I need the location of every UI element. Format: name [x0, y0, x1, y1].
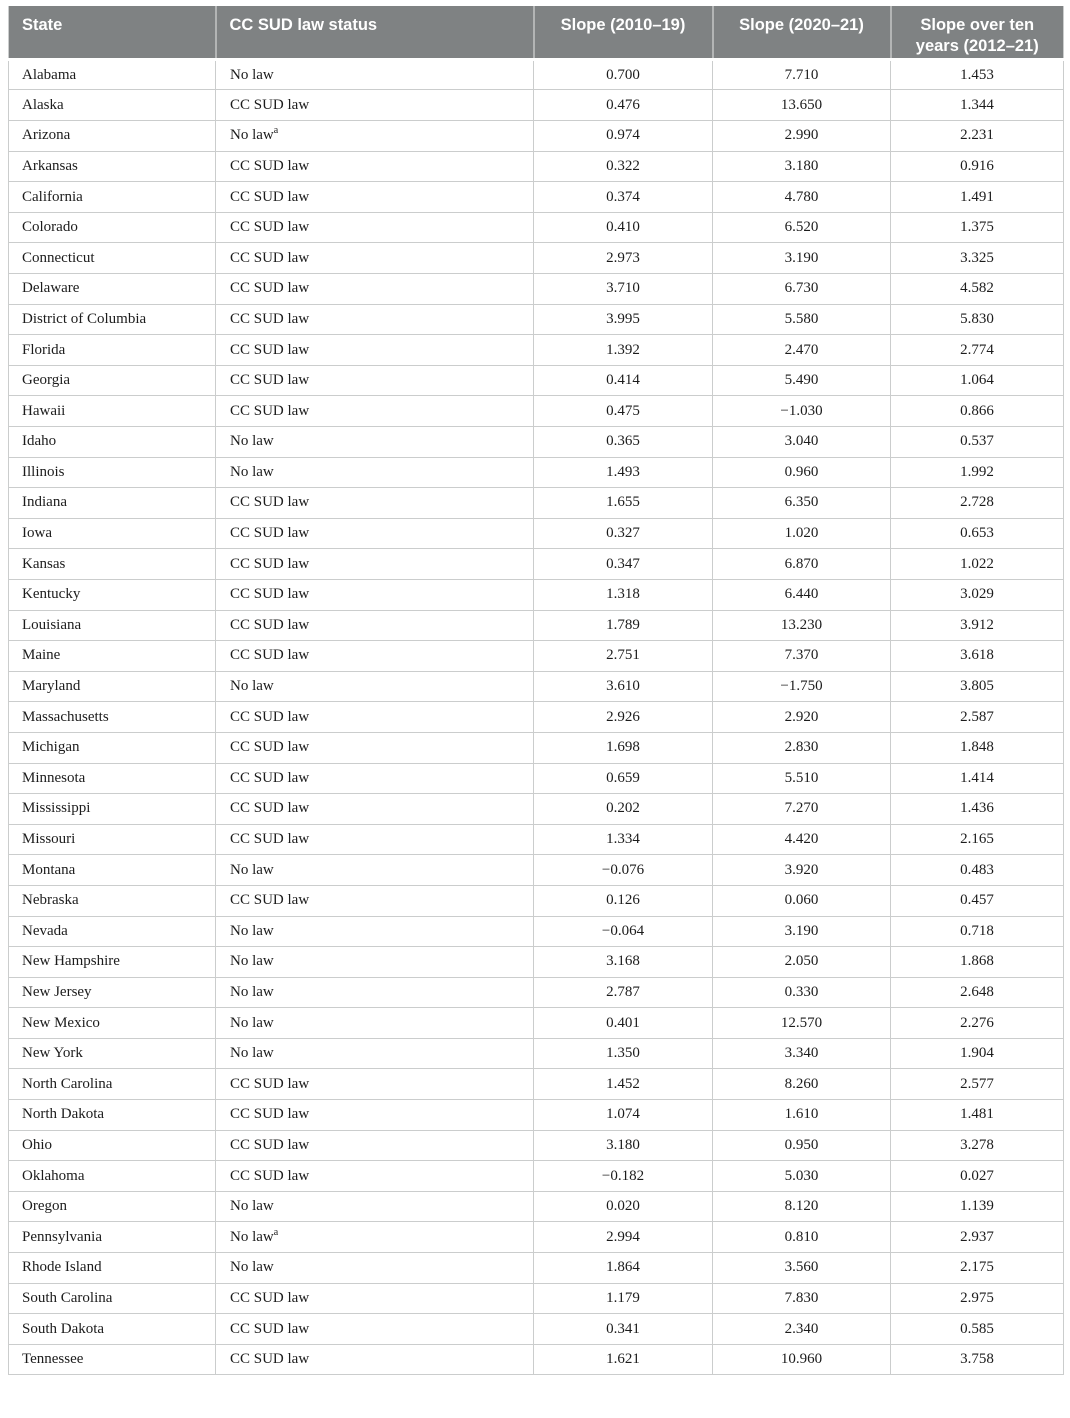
state-cell: Minnesota — [9, 763, 216, 794]
law-status-cell: CC SUD law — [216, 1283, 534, 1314]
state-cell: North Carolina — [9, 1069, 216, 1100]
state-cell: Mississippi — [9, 794, 216, 825]
law-status-cell: CC SUD law — [216, 732, 534, 763]
law-status-cell: CC SUD law — [216, 488, 534, 519]
law-status-cell: No law — [216, 1008, 534, 1039]
slope-2010-19-cell: 0.365 — [534, 427, 713, 458]
state-cell: Arkansas — [9, 151, 216, 182]
law-status-cell: No law — [216, 427, 534, 458]
slope-ten-years-cell: 3.325 — [891, 243, 1064, 274]
law-status-cell: No law — [216, 59, 534, 90]
slope-ten-years-cell: 1.022 — [891, 549, 1064, 580]
slope-ten-years-cell: 2.774 — [891, 335, 1064, 366]
table-row — [9, 1283, 1064, 1314]
slope-2020-21-cell: 2.990 — [713, 121, 891, 152]
slope-2020-21-cell: 7.830 — [713, 1283, 891, 1314]
table-row — [9, 671, 1064, 702]
slope-2010-19-cell: −0.076 — [534, 855, 713, 886]
slope-2010-19-cell: 3.610 — [534, 671, 713, 702]
slope-2020-21-cell: 8.260 — [713, 1069, 891, 1100]
slope-2020-21-cell: 6.730 — [713, 274, 891, 305]
table-row — [9, 1069, 1064, 1100]
slope-ten-years-cell: 5.830 — [891, 304, 1064, 335]
slope-ten-years-cell: 2.231 — [891, 121, 1064, 152]
slope-ten-years-cell: 1.453 — [891, 59, 1064, 90]
slope-ten-years-cell: 3.278 — [891, 1130, 1064, 1161]
column-header-slope-ten-years: Slope over ten years (2012–21) — [891, 6, 1064, 59]
slope-2020-21-cell: 3.180 — [713, 151, 891, 182]
column-header-slope-2020-21: Slope (2020–21) — [713, 6, 891, 59]
law-status-cell: CC SUD law — [216, 1161, 534, 1192]
footnote-marker: a — [273, 125, 279, 137]
table-row — [9, 243, 1064, 274]
slope-ten-years-cell: 3.758 — [891, 1344, 1064, 1375]
slope-ten-years-cell: 1.139 — [891, 1191, 1064, 1222]
slope-2020-21-cell: −1.750 — [713, 671, 891, 702]
slope-2010-19-cell: 0.327 — [534, 518, 713, 549]
slope-2010-19-cell: 0.410 — [534, 212, 713, 243]
slope-2020-21-cell: 1.020 — [713, 518, 891, 549]
state-cell: New York — [9, 1038, 216, 1069]
law-status-cell: No law — [216, 671, 534, 702]
state-cell: Oklahoma — [9, 1161, 216, 1192]
law-status-cell: CC SUD law — [216, 212, 534, 243]
header-row — [9, 6, 1064, 59]
slope-2010-19-cell: 3.710 — [534, 274, 713, 305]
state-cell: Maine — [9, 641, 216, 672]
slope-2020-21-cell: 6.350 — [713, 488, 891, 519]
law-status-cell: CC SUD law — [216, 518, 534, 549]
state-cell: District of Columbia — [9, 304, 216, 335]
slope-2010-19-cell: 0.414 — [534, 365, 713, 396]
slope-2020-21-cell: 7.710 — [713, 59, 891, 90]
state-cell: Ohio — [9, 1130, 216, 1161]
slope-ten-years-cell: 2.175 — [891, 1253, 1064, 1284]
table-row — [9, 1008, 1064, 1039]
state-cell: Illinois — [9, 457, 216, 488]
state-cell: South Carolina — [9, 1283, 216, 1314]
slope-ten-years-cell: 0.718 — [891, 916, 1064, 947]
law-status-cell: CC SUD law — [216, 549, 534, 580]
law-status-cell: CC SUD law — [216, 396, 534, 427]
state-cell: Kentucky — [9, 579, 216, 610]
slope-2020-21-cell: 3.190 — [713, 243, 891, 274]
slope-2010-19-cell: 3.180 — [534, 1130, 713, 1161]
slope-2010-19-cell: 1.334 — [534, 824, 713, 855]
slope-ten-years-cell: 1.904 — [891, 1038, 1064, 1069]
table-row — [9, 732, 1064, 763]
slope-ten-years-cell: 0.653 — [891, 518, 1064, 549]
slope-2020-21-cell: 2.340 — [713, 1314, 891, 1345]
slope-ten-years-cell: 1.481 — [891, 1100, 1064, 1131]
table-row — [9, 885, 1064, 916]
state-cell: Pennsylvania — [9, 1222, 216, 1253]
slope-ten-years-cell: 2.577 — [891, 1069, 1064, 1100]
slope-ten-years-cell: 2.937 — [891, 1222, 1064, 1253]
table-row — [9, 518, 1064, 549]
slope-2010-19-cell: 0.476 — [534, 90, 713, 121]
law-status-cell: CC SUD law — [216, 1344, 534, 1375]
slope-2020-21-cell: 2.470 — [713, 335, 891, 366]
table-row — [9, 457, 1064, 488]
law-status-cell: CC SUD law — [216, 794, 534, 825]
law-status-cell: CC SUD law — [216, 90, 534, 121]
state-cell: Indiana — [9, 488, 216, 519]
table-row — [9, 702, 1064, 733]
slope-2020-21-cell: 7.270 — [713, 794, 891, 825]
table-row — [9, 212, 1064, 243]
state-cell: Georgia — [9, 365, 216, 396]
slope-2020-21-cell: 0.810 — [713, 1222, 891, 1253]
slope-2010-19-cell: 0.322 — [534, 151, 713, 182]
slope-2020-21-cell: 3.340 — [713, 1038, 891, 1069]
law-status-cell: No law — [216, 1253, 534, 1284]
slope-ten-years-cell: 1.344 — [891, 90, 1064, 121]
slope-2010-19-cell: −0.064 — [534, 916, 713, 947]
state-cell: Missouri — [9, 824, 216, 855]
law-status-cell: CC SUD law — [216, 702, 534, 733]
law-status-cell: No law — [216, 855, 534, 886]
law-status-cell: CC SUD law — [216, 1130, 534, 1161]
table-row — [9, 365, 1064, 396]
law-status-cell: No law — [216, 1191, 534, 1222]
state-cell: Kansas — [9, 549, 216, 580]
law-status-cell: CC SUD law — [216, 274, 534, 305]
table-row — [9, 304, 1064, 335]
state-cell: Colorado — [9, 212, 216, 243]
slope-2020-21-cell: 3.560 — [713, 1253, 891, 1284]
table-row — [9, 1222, 1064, 1253]
law-status-cell: CC SUD law — [216, 304, 534, 335]
slope-2010-19-cell: 1.621 — [534, 1344, 713, 1375]
slope-ten-years-cell: 1.848 — [891, 732, 1064, 763]
law-status-cell: CC SUD law — [216, 151, 534, 182]
law-status-cell: CC SUD law — [216, 243, 534, 274]
slope-ten-years-cell: 2.975 — [891, 1283, 1064, 1314]
table-row — [9, 977, 1064, 1008]
slope-2010-19-cell: 0.374 — [534, 182, 713, 213]
slope-2020-21-cell: 2.050 — [713, 947, 891, 978]
law-status-cell: No law$^a$ — [216, 1222, 534, 1253]
slope-2020-21-cell: 6.870 — [713, 549, 891, 580]
state-cell: Montana — [9, 855, 216, 886]
slope-2020-21-cell: 0.330 — [713, 977, 891, 1008]
state-cell: Maryland — [9, 671, 216, 702]
slope-2010-19-cell: 1.452 — [534, 1069, 713, 1100]
law-status-cell: CC SUD law — [216, 824, 534, 855]
slope-ten-years-cell: 2.587 — [891, 702, 1064, 733]
slope-ten-years-cell: 2.165 — [891, 824, 1064, 855]
table-row — [9, 335, 1064, 366]
law-status-cell: CC SUD law — [216, 641, 534, 672]
slope-2010-19-cell: 0.347 — [534, 549, 713, 580]
slope-2020-21-cell: 4.780 — [713, 182, 891, 213]
slope-2020-21-cell: 1.610 — [713, 1100, 891, 1131]
law-status-cell: No law$^a$ — [216, 121, 534, 152]
column-header-slope-2010-19: Slope (2010–19) — [534, 6, 713, 59]
slope-2010-19-cell: 1.655 — [534, 488, 713, 519]
slope-2020-21-cell: 0.950 — [713, 1130, 891, 1161]
slope-2020-21-cell: 3.190 — [713, 916, 891, 947]
slope-2020-21-cell: 8.120 — [713, 1191, 891, 1222]
state-cell: Nevada — [9, 916, 216, 947]
slope-2010-19-cell: 1.864 — [534, 1253, 713, 1284]
law-status-cell: CC SUD law — [216, 1314, 534, 1345]
slope-ten-years-cell: 1.375 — [891, 212, 1064, 243]
state-cell: South Dakota — [9, 1314, 216, 1345]
table-row — [9, 396, 1064, 427]
slope-2010-19-cell: 2.751 — [534, 641, 713, 672]
table-row — [9, 641, 1064, 672]
table-row — [9, 90, 1064, 121]
law-status-cell: CC SUD law — [216, 1069, 534, 1100]
slope-ten-years-cell: 0.483 — [891, 855, 1064, 886]
law-status-cell: CC SUD law — [216, 885, 534, 916]
table-row — [9, 549, 1064, 580]
slope-2020-21-cell: 2.830 — [713, 732, 891, 763]
state-cell: Connecticut — [9, 243, 216, 274]
table-row — [9, 1314, 1064, 1345]
table-row — [9, 488, 1064, 519]
law-status-cell: No law — [216, 1038, 534, 1069]
table-header — [9, 6, 1064, 59]
state-cell: Rhode Island — [9, 1253, 216, 1284]
slope-ten-years-cell: 3.618 — [891, 641, 1064, 672]
slope-ten-years-cell: 1.992 — [891, 457, 1064, 488]
state-cell: New Mexico — [9, 1008, 216, 1039]
slope-2010-19-cell: 0.020 — [534, 1191, 713, 1222]
slope-2010-19-cell: 3.168 — [534, 947, 713, 978]
table-row — [9, 763, 1064, 794]
slope-ten-years-cell: 1.491 — [891, 182, 1064, 213]
table-row — [9, 274, 1064, 305]
slope-2010-19-cell: −0.182 — [534, 1161, 713, 1192]
slope-ten-years-cell: 2.728 — [891, 488, 1064, 519]
law-status-cell: CC SUD law — [216, 365, 534, 396]
table-row — [9, 1161, 1064, 1192]
slope-2010-19-cell: 2.787 — [534, 977, 713, 1008]
slope-2020-21-cell: 5.510 — [713, 763, 891, 794]
slope-2020-21-cell: 4.420 — [713, 824, 891, 855]
slope-2010-19-cell: 0.659 — [534, 763, 713, 794]
table-row — [9, 947, 1064, 978]
law-status-cell: CC SUD law — [216, 335, 534, 366]
column-header-state: State — [9, 6, 216, 59]
slope-ten-years-cell: 2.648 — [891, 977, 1064, 1008]
law-status-cell: No law — [216, 457, 534, 488]
table-row — [9, 121, 1064, 152]
table-row — [9, 1130, 1064, 1161]
slope-2010-19-cell: 1.179 — [534, 1283, 713, 1314]
slope-ten-years-cell: 2.276 — [891, 1008, 1064, 1039]
slope-ten-years-cell: 1.868 — [891, 947, 1064, 978]
slope-ten-years-cell: 4.582 — [891, 274, 1064, 305]
state-cell: Michigan — [9, 732, 216, 763]
slope-ten-years-cell: 0.866 — [891, 396, 1064, 427]
slope-2010-19-cell: 2.994 — [534, 1222, 713, 1253]
table-row — [9, 427, 1064, 458]
slope-ten-years-cell: 3.912 — [891, 610, 1064, 641]
slope-2020-21-cell: 5.490 — [713, 365, 891, 396]
state-cell: Hawaii — [9, 396, 216, 427]
state-cell: North Dakota — [9, 1100, 216, 1131]
law-status-cell: No law — [216, 977, 534, 1008]
state-cell: New Hampshire — [9, 947, 216, 978]
table-row — [9, 824, 1064, 855]
law-status-cell: CC SUD law — [216, 1100, 534, 1131]
law-status-cell: No law — [216, 916, 534, 947]
state-cell: California — [9, 182, 216, 213]
column-header-law-status: CC SUD law status — [216, 6, 534, 59]
slope-2010-19-cell: 1.350 — [534, 1038, 713, 1069]
footnote-marker: a — [273, 1226, 279, 1238]
slope-ten-years-cell: 1.064 — [891, 365, 1064, 396]
slope-2010-19-cell: 2.926 — [534, 702, 713, 733]
state-cell: Alabama — [9, 59, 216, 90]
slope-2010-19-cell: 0.974 — [534, 121, 713, 152]
slope-ten-years-cell: 0.916 — [891, 151, 1064, 182]
slope-2020-21-cell: 10.960 — [713, 1344, 891, 1375]
state-cell: Alaska — [9, 90, 216, 121]
slope-2020-21-cell: 2.920 — [713, 702, 891, 733]
table-row — [9, 610, 1064, 641]
state-cell: Nebraska — [9, 885, 216, 916]
state-cell: Oregon — [9, 1191, 216, 1222]
slope-2010-19-cell: 0.126 — [534, 885, 713, 916]
state-cell: Tennessee — [9, 1344, 216, 1375]
slope-ten-years-cell: 1.436 — [891, 794, 1064, 825]
table-body — [9, 59, 1064, 1375]
slope-2020-21-cell: 12.570 — [713, 1008, 891, 1039]
table-row — [9, 794, 1064, 825]
law-status-cell: CC SUD law — [216, 610, 534, 641]
slope-2010-19-cell: 3.995 — [534, 304, 713, 335]
slope-2010-19-cell: 1.789 — [534, 610, 713, 641]
slope-2010-19-cell: 0.475 — [534, 396, 713, 427]
slope-2020-21-cell: 6.520 — [713, 212, 891, 243]
slope-ten-years-cell: 0.457 — [891, 885, 1064, 916]
slope-2020-21-cell: −1.030 — [713, 396, 891, 427]
table-row — [9, 182, 1064, 213]
law-status-cell: No law — [216, 947, 534, 978]
state-slope-table — [8, 6, 1064, 1375]
slope-2020-21-cell: 0.060 — [713, 885, 891, 916]
slope-2020-21-cell: 7.370 — [713, 641, 891, 672]
table-row — [9, 59, 1064, 90]
state-cell: Massachusetts — [9, 702, 216, 733]
law-status-cell: CC SUD law — [216, 182, 534, 213]
slope-2020-21-cell: 6.440 — [713, 579, 891, 610]
slope-2010-19-cell: 2.973 — [534, 243, 713, 274]
slope-ten-years-cell: 0.537 — [891, 427, 1064, 458]
table-row — [9, 855, 1064, 886]
slope-2010-19-cell: 1.493 — [534, 457, 713, 488]
slope-2010-19-cell: 0.401 — [534, 1008, 713, 1039]
slope-ten-years-cell: 0.027 — [891, 1161, 1064, 1192]
slope-2010-19-cell: 0.202 — [534, 794, 713, 825]
slope-ten-years-cell: 3.029 — [891, 579, 1064, 610]
state-cell: New Jersey — [9, 977, 216, 1008]
state-cell: Louisiana — [9, 610, 216, 641]
table-row — [9, 151, 1064, 182]
slope-2020-21-cell: 13.650 — [713, 90, 891, 121]
table-row — [9, 1100, 1064, 1131]
state-cell: Idaho — [9, 427, 216, 458]
slope-2020-21-cell: 3.040 — [713, 427, 891, 458]
state-cell: Arizona — [9, 121, 216, 152]
slope-2010-19-cell: 1.074 — [534, 1100, 713, 1131]
table-row — [9, 1191, 1064, 1222]
law-status-cell: CC SUD law — [216, 579, 534, 610]
table-row — [9, 1038, 1064, 1069]
slope-2010-19-cell: 1.392 — [534, 335, 713, 366]
slope-2020-21-cell: 3.920 — [713, 855, 891, 886]
slope-2020-21-cell: 5.030 — [713, 1161, 891, 1192]
state-cell: Florida — [9, 335, 216, 366]
slope-2010-19-cell: 1.318 — [534, 579, 713, 610]
slope-2020-21-cell: 13.230 — [713, 610, 891, 641]
state-cell: Delaware — [9, 274, 216, 305]
slope-2010-19-cell: 0.700 — [534, 59, 713, 90]
slope-2010-19-cell: 1.698 — [534, 732, 713, 763]
slope-2020-21-cell: 5.580 — [713, 304, 891, 335]
slope-2020-21-cell: 0.960 — [713, 457, 891, 488]
slope-ten-years-cell: 0.585 — [891, 1314, 1064, 1345]
slope-ten-years-cell: 3.805 — [891, 671, 1064, 702]
table-row — [9, 1253, 1064, 1284]
law-status-cell: CC SUD law — [216, 763, 534, 794]
slope-ten-years-cell: 1.414 — [891, 763, 1064, 794]
slope-2010-19-cell: 0.341 — [534, 1314, 713, 1345]
table-row — [9, 579, 1064, 610]
table-row — [9, 916, 1064, 947]
table-row — [9, 1344, 1064, 1375]
state-cell: Iowa — [9, 518, 216, 549]
